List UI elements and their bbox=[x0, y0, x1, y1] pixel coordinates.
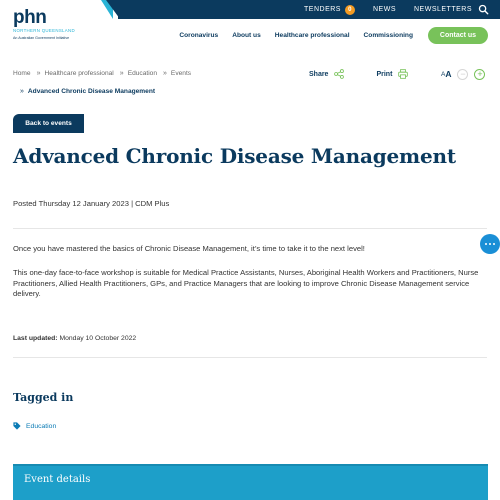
tag-icon bbox=[13, 422, 21, 430]
breadcrumb-separator: » bbox=[20, 88, 24, 95]
breadcrumb bbox=[13, 70, 191, 77]
logo-wordmark: phn bbox=[13, 7, 47, 28]
last-updated bbox=[13, 335, 136, 342]
breadcrumb-current-row bbox=[20, 88, 155, 95]
search-icon[interactable] bbox=[478, 4, 489, 15]
tenders-link[interactable] bbox=[304, 5, 355, 15]
event-details-heading: Event details bbox=[24, 474, 91, 485]
text-size-controls bbox=[441, 66, 485, 82]
body-paragraph-intro: Once you have mastered the basics of Chronic Disease Management, it’s time to take it to the next level! bbox=[13, 244, 365, 253]
phn-logo[interactable] bbox=[13, 9, 75, 40]
back-to-events-button[interactable]: Back to events bbox=[13, 114, 84, 133]
top-utility-bar bbox=[0, 0, 500, 19]
nav-item-healthcare-professional[interactable]: Healthcare professional bbox=[274, 31, 350, 39]
last-updated-value: Monday 10 October 2022 bbox=[59, 335, 137, 342]
tag-label: Education bbox=[26, 422, 57, 430]
main-navigation bbox=[165, 27, 488, 43]
breadcrumb-separator: » bbox=[163, 70, 167, 77]
breadcrumb-current: Advanced Chronic Disease Management bbox=[27, 88, 156, 95]
nav-item-coronavirus[interactable]: Coronavirus bbox=[179, 31, 219, 39]
page-tools bbox=[309, 66, 408, 82]
breadcrumb-separator: » bbox=[119, 70, 124, 77]
newsletters-link[interactable]: NEWSLETTERS bbox=[413, 6, 472, 13]
breadcrumb-education[interactable]: Education bbox=[127, 70, 158, 77]
print-button[interactable]: Print bbox=[376, 70, 393, 78]
last-updated-label: Last updated: bbox=[13, 335, 58, 342]
posted-date: Posted Thursday 12 January 2023 | CDM Plus bbox=[13, 199, 170, 208]
nav-item-commissioning[interactable]: Commissioning bbox=[363, 31, 413, 39]
floating-menu-button[interactable] bbox=[480, 234, 500, 254]
tag-education[interactable] bbox=[13, 422, 56, 430]
page-title: Advanced Chronic Disease Management bbox=[13, 144, 456, 168]
contact-us-button[interactable]: Contact us bbox=[428, 27, 488, 44]
tenders-label: TENDERS bbox=[304, 6, 341, 13]
divider bbox=[13, 357, 487, 358]
share-button[interactable]: Share bbox=[309, 70, 329, 78]
divider bbox=[13, 228, 487, 229]
more-dot-icon bbox=[493, 243, 495, 245]
breadcrumb-healthcare-professional[interactable]: Healthcare professional bbox=[44, 70, 114, 77]
logo-tagline: An Australian Government Initiative bbox=[13, 36, 70, 40]
share-icon[interactable] bbox=[334, 69, 344, 79]
event-details-panel bbox=[13, 464, 488, 500]
more-dot-icon bbox=[485, 243, 487, 245]
breadcrumb-separator: » bbox=[36, 70, 41, 77]
nav-item-about-us[interactable]: About us bbox=[232, 31, 261, 39]
body-paragraph-description: This one-day face-to-face workshop is suitable for Medical Practice Assistants, Nurses, Aboriginal Health Workers and Practitioners, Nurse Practitioners, Allied Health Practitioners, GPs, and Practice Managers that are looking to improve Chronic Disease Management service delivery. bbox=[13, 268, 479, 298]
news-link[interactable]: NEWS bbox=[372, 6, 396, 13]
tagged-in-heading: Tagged in bbox=[13, 391, 74, 404]
breadcrumb-events[interactable]: Events bbox=[170, 70, 192, 77]
text-size-small-label: A bbox=[441, 70, 446, 78]
decrease-text-size-button[interactable]: − bbox=[457, 69, 468, 80]
more-dot-icon bbox=[489, 243, 491, 245]
increase-text-size-button[interactable]: + bbox=[474, 69, 485, 80]
logo-region: NORTHERN QUEENSLAND bbox=[13, 28, 75, 33]
top-links bbox=[304, 0, 472, 19]
printer-icon[interactable] bbox=[398, 69, 408, 79]
text-size-large-label: A bbox=[445, 69, 452, 79]
breadcrumb-home[interactable]: Home bbox=[13, 70, 31, 77]
tenders-count-badge: 0 bbox=[345, 5, 355, 15]
